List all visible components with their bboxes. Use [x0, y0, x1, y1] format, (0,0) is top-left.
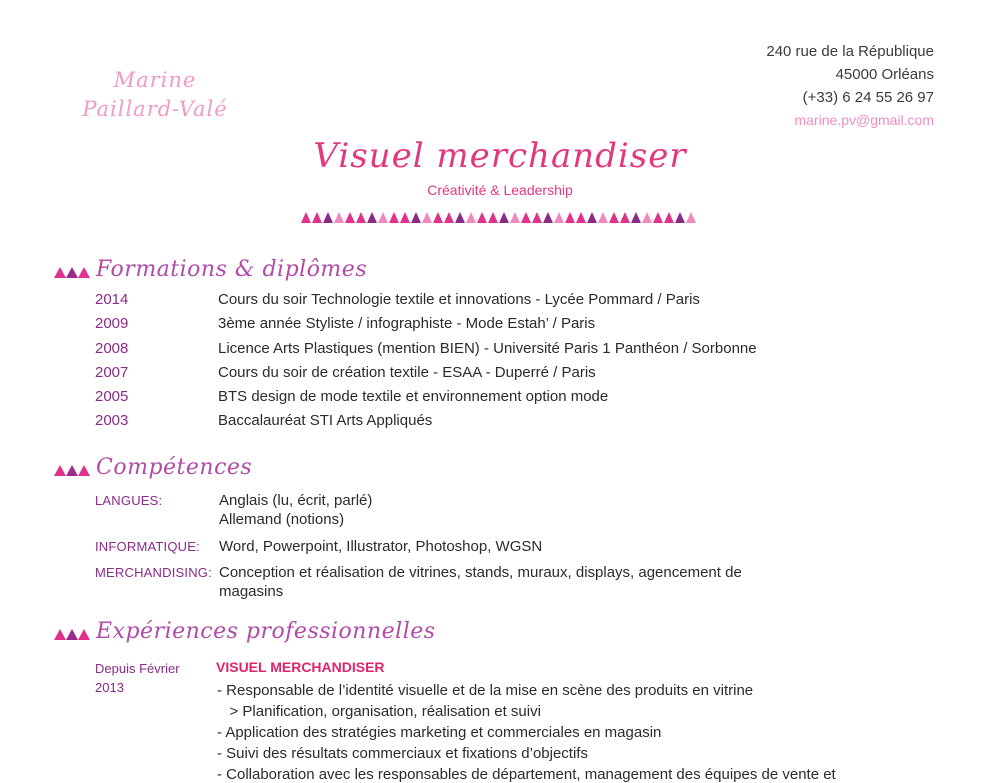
skills-languages-value — [219, 491, 372, 529]
experience-date-line: Depuis Février — [95, 661, 180, 676]
triangle-bullet-icon — [54, 465, 90, 476]
skills-computing-value: Word, Powerpoint, Illustrator, Photoshop, WGSN — [219, 538, 543, 555]
skills-merchandising-label: MERCHANDISING: — [95, 565, 212, 580]
first-name: Marine — [113, 68, 197, 92]
email-link[interactable]: marine.pv@gmail.com — [794, 112, 934, 128]
section-header-skills — [54, 453, 252, 481]
divider-triangle-icon — [477, 212, 487, 223]
section-title: Expériences professionnelles — [96, 618, 436, 644]
education-year: 2008 — [95, 340, 129, 357]
divider-triangle-icon — [620, 212, 630, 223]
skills-merchandising-value — [219, 563, 742, 601]
divider-triangle-icon — [631, 212, 641, 223]
divider-triangle-icon — [675, 212, 685, 223]
divider-triangle-icon — [301, 212, 311, 223]
divider-triangle-icon — [576, 212, 586, 223]
divider-triangle-icon — [334, 212, 344, 223]
divider-triangle-icon — [587, 212, 597, 223]
job-title: Visuel merchandiser — [313, 136, 687, 176]
divider-triangle-icon — [499, 212, 509, 223]
divider-triangle-icon — [521, 212, 531, 223]
divider-triangle-icon — [686, 212, 696, 223]
skills-languages-line: Anglais (lu, écrit, parlé) — [219, 492, 373, 509]
experience-bullet: > Planification, organisation, réalisation et suivi — [217, 703, 541, 720]
divider-triangle-icon — [433, 212, 443, 223]
triangle-bullet-icon — [54, 267, 90, 278]
education-year: 2014 — [95, 291, 129, 308]
section-header-experience — [54, 617, 436, 645]
address-city: 45000 Orléans — [835, 66, 934, 83]
contact-block — [766, 40, 934, 132]
skills-merchandising-line: magasins — [219, 583, 284, 600]
skills-languages-label: LANGUES: — [95, 493, 163, 508]
divider-triangle-icon — [664, 212, 674, 223]
divider-triangle-icon — [532, 212, 542, 223]
skills-computing-label: INFORMATIQUE: — [95, 539, 200, 554]
divider-triangle-icon — [455, 212, 465, 223]
education-text: 3ème année Styliste / infographiste - Mode Estah’ / Paris — [218, 315, 596, 332]
experience-bullets — [217, 680, 836, 783]
education-year: 2007 — [95, 364, 129, 381]
divider-triangle-icon — [422, 212, 432, 223]
divider-triangle-icon — [488, 212, 498, 223]
address-street: 240 rue de la République — [766, 43, 934, 60]
education-text: Cours du soir Technologie textile et innovations - Lycée Pommard / Paris — [218, 291, 700, 308]
education-text: Cours du soir de création textile - ESAA - Duperré / Paris — [218, 364, 596, 381]
education-year: 2005 — [95, 388, 129, 405]
experience-bullet: - Suivi des résultats commerciaux et fixations d’objectifs — [217, 745, 588, 762]
divider-triangle-icon — [598, 212, 608, 223]
divider-triangle-icon — [543, 212, 553, 223]
education-year: 2009 — [95, 315, 129, 332]
experience-date-line: 2013 — [95, 680, 124, 695]
candidate-name — [60, 66, 250, 124]
divider-triangle-icon — [378, 212, 388, 223]
skills-languages-line: Allemand (notions) — [219, 511, 345, 528]
last-name: Paillard-Valé — [82, 97, 228, 121]
section-header-education — [54, 255, 367, 283]
divider-triangle-icon — [323, 212, 333, 223]
education-text: Licence Arts Plastiques (mention BIEN) - Université Paris 1 Panthéon / Sorbonne — [218, 340, 757, 357]
divider-triangle-icon — [642, 212, 652, 223]
divider-triangle-icon — [389, 212, 399, 223]
section-title: Compétences — [96, 454, 253, 480]
skills-merchandising-line: Conception et réalisation de vitrines, stands, muraux, displays, agencement de — [219, 564, 742, 581]
divider-triangle-icon — [356, 212, 366, 223]
divider-triangle-icon — [565, 212, 575, 223]
divider-triangle-icon — [411, 212, 421, 223]
divider-triangle-icon — [466, 212, 476, 223]
decorative-triangle-divider — [301, 212, 697, 223]
divider-triangle-icon — [367, 212, 377, 223]
divider-triangle-icon — [653, 212, 663, 223]
divider-triangle-icon — [312, 212, 322, 223]
experience-bullet: - Collaboration avec les responsables de département, management des équipes de vente et — [217, 766, 836, 783]
experience-bullet: - Responsable de l’identité visuelle et de la mise en scène des produits en vitrine — [217, 682, 754, 699]
experience-bullet: - Application des stratégies marketing et commerciales en magasin — [217, 724, 662, 741]
divider-triangle-icon — [444, 212, 454, 223]
divider-triangle-icon — [609, 212, 619, 223]
section-title: Formations & diplômes — [96, 256, 368, 282]
experience-date — [95, 659, 180, 697]
education-text: Baccalauréat STI Arts Appliqués — [218, 412, 433, 429]
education-year: 2003 — [95, 412, 129, 429]
divider-triangle-icon — [554, 212, 564, 223]
divider-triangle-icon — [345, 212, 355, 223]
experience-role: VISUEL MERCHANDISER — [216, 659, 385, 675]
education-text: BTS design de mode textile et environnement option mode — [218, 388, 609, 405]
job-subtitle: Créativité & Leadership — [427, 182, 573, 198]
phone-number: (+33) 6 24 55 26 97 — [802, 89, 934, 106]
divider-triangle-icon — [400, 212, 410, 223]
triangle-bullet-icon — [54, 629, 90, 640]
divider-triangle-icon — [510, 212, 520, 223]
